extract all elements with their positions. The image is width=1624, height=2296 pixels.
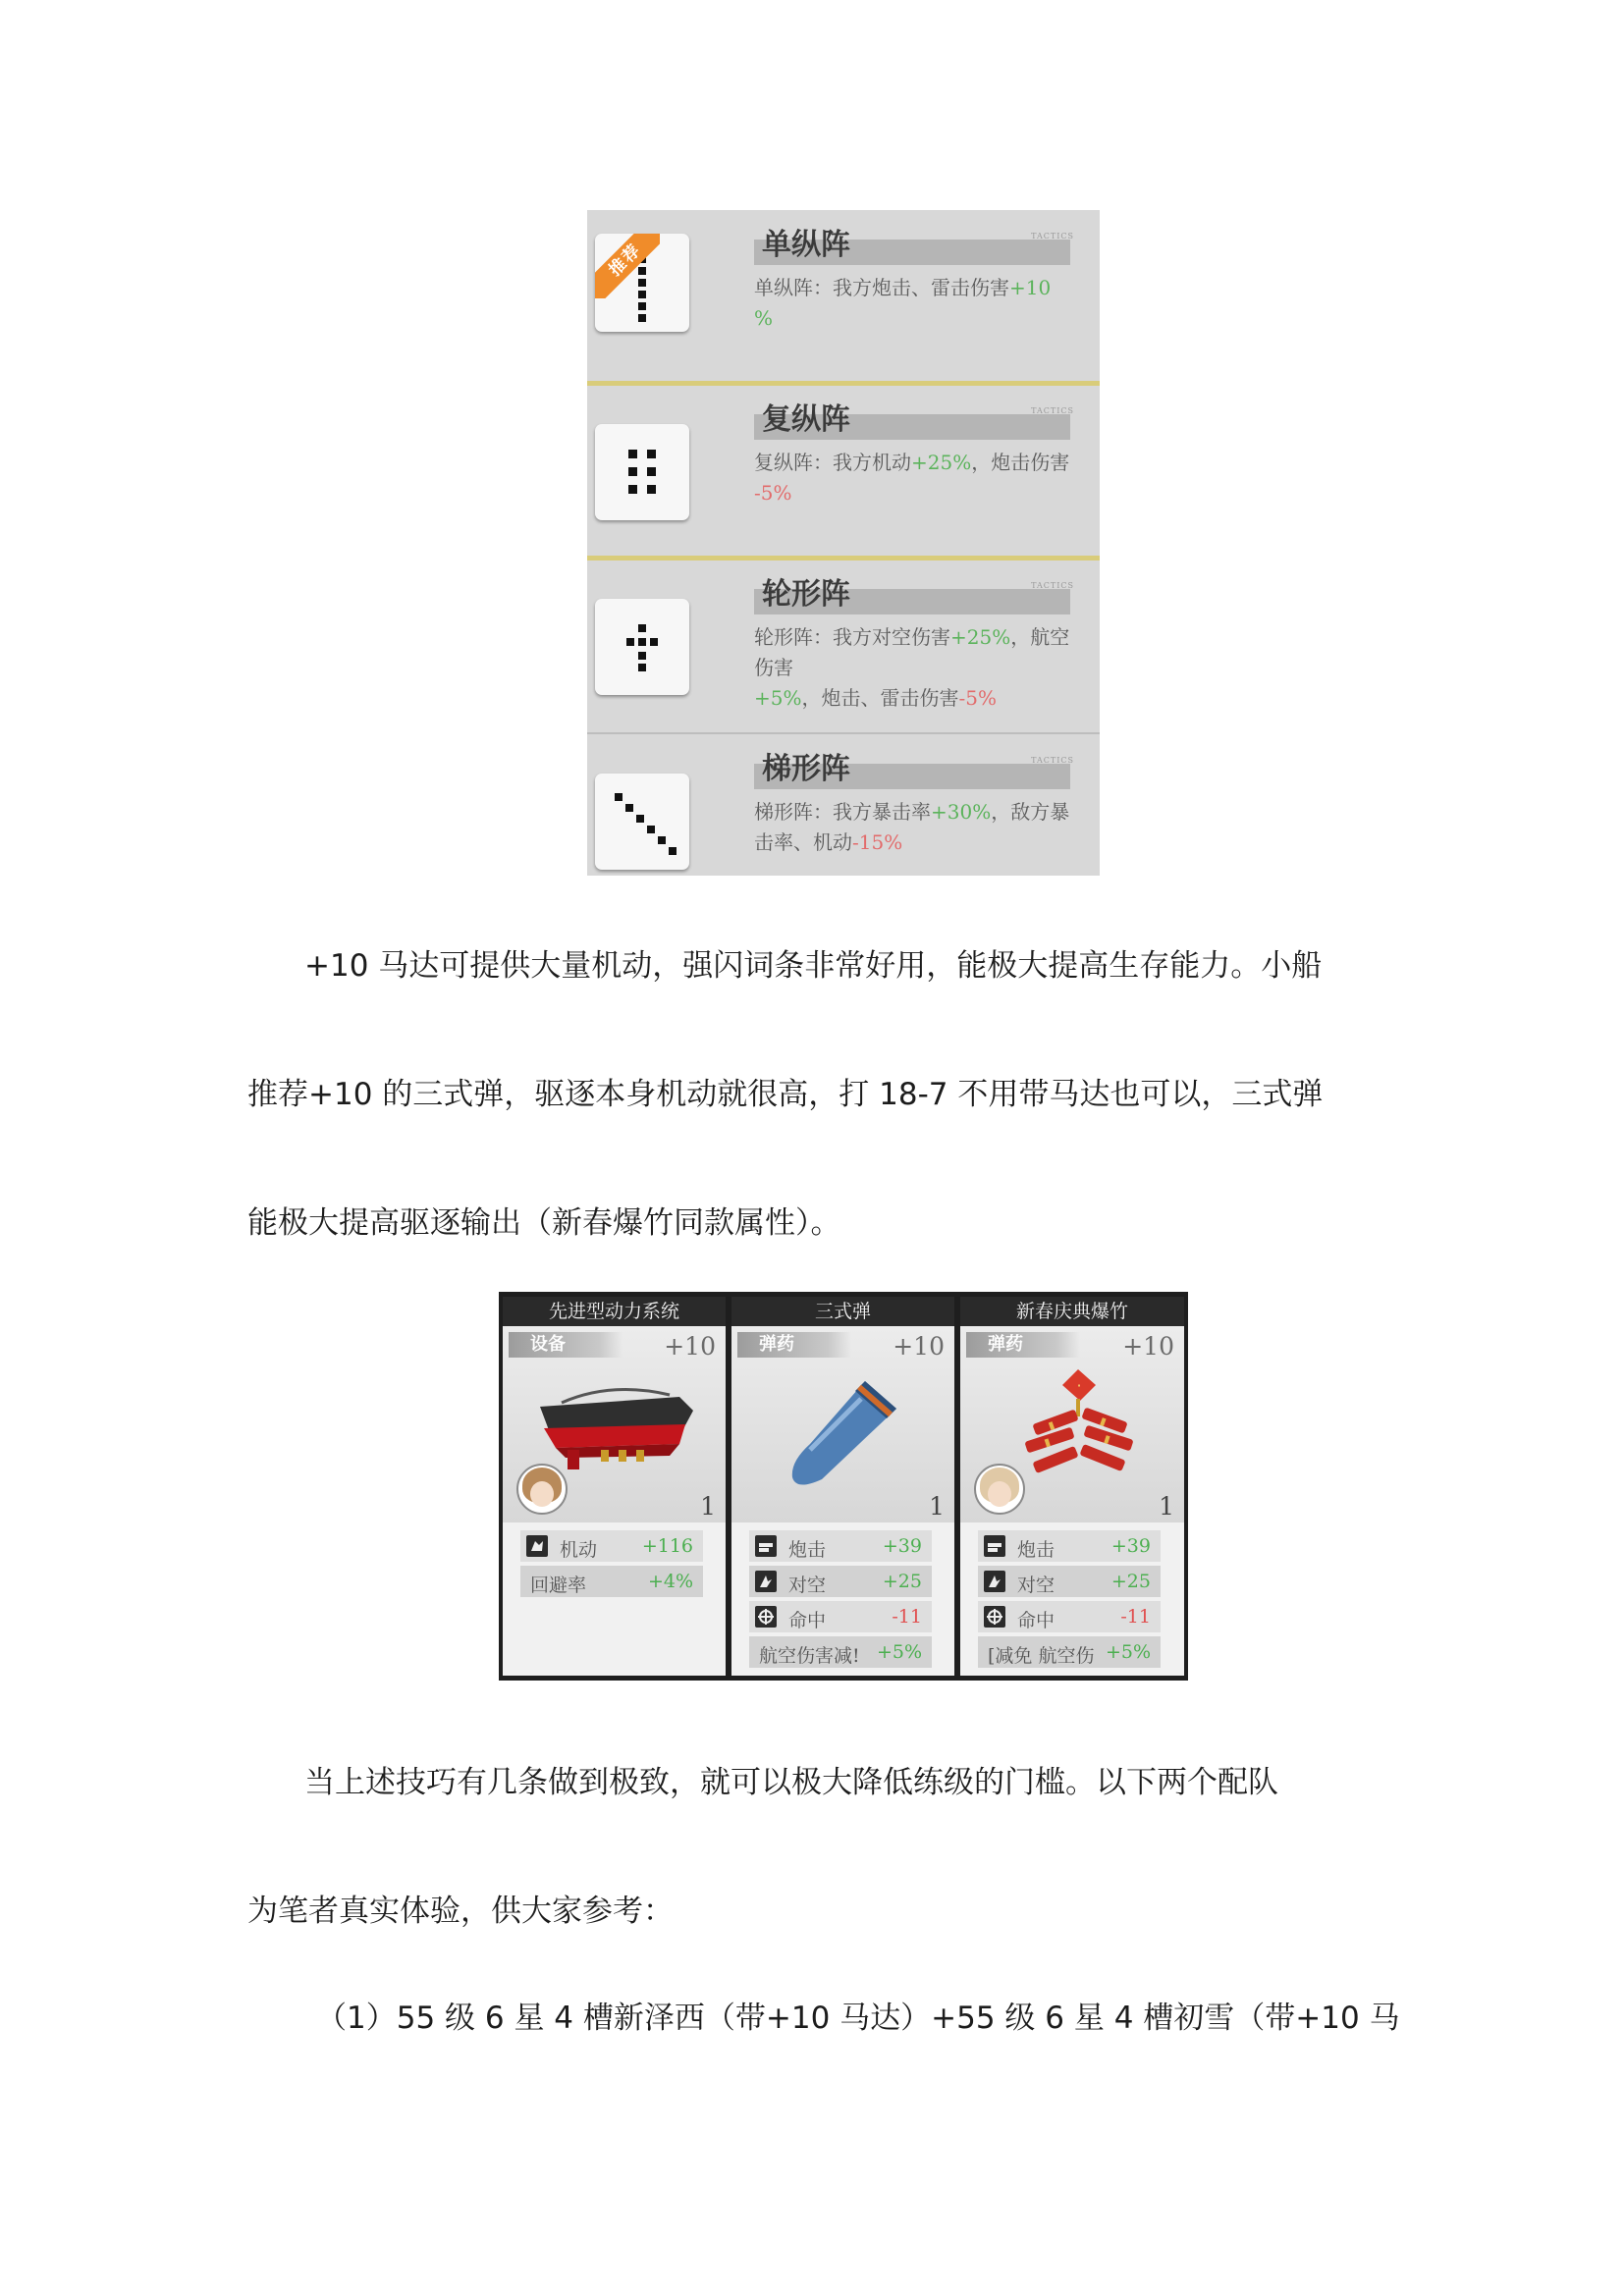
stat-value: -11 [892, 1606, 922, 1628]
equipment-card-type3-shell[interactable] [731, 1297, 954, 1676]
desc-bonus-tail: % [754, 306, 774, 330]
stat-value: +39 [882, 1535, 922, 1557]
stat-label: 对空 [788, 1575, 827, 1596]
cannon-icon [984, 1535, 1005, 1557]
stat-label: 对空 [1017, 1575, 1056, 1596]
ring-formation-icon [595, 599, 689, 695]
crosshair-icon [984, 1606, 1005, 1628]
tactics-tag: TACTICS [1031, 756, 1074, 765]
double-column-formation-icon [595, 424, 689, 520]
stat-row [520, 1530, 703, 1562]
character-avatar [974, 1464, 1025, 1515]
stat-label: 命中 [788, 1610, 827, 1631]
desc-bonus: +5% [754, 686, 802, 710]
anti-air-icon [984, 1571, 1005, 1592]
desc-bonus: +10 [1009, 276, 1052, 299]
desc-text: ，炮击、雷击伤害 [801, 686, 959, 710]
formation-row-echelon[interactable] [587, 734, 1100, 876]
desc-bonus: +25% [950, 625, 1011, 649]
equipment-level: +10 [1122, 1332, 1174, 1361]
equipment-level: +10 [664, 1332, 716, 1361]
paragraph-line: +10 马达可提供大量机动，强闪词条非常好用，能极大提高生存能力。小船 [304, 948, 1323, 984]
formation-name: 轮形阵 [762, 577, 850, 612]
stat-label: 回避率 [530, 1575, 587, 1596]
formation-description [754, 797, 1078, 858]
formation-name: 单纵阵 [762, 228, 850, 262]
stat-value: +39 [1110, 1535, 1151, 1557]
desc-bonus: +25% [911, 451, 972, 474]
stat-value: +4% [647, 1571, 693, 1592]
stat-label: [减免 航空伤 [988, 1645, 1095, 1667]
formation-description [754, 622, 1078, 714]
paragraph-line: （1）55 级 6 星 4 槽新泽西（带+10 马达）+55 级 6 星 4 槽初雪（带+10 马 [316, 2001, 1400, 2036]
paragraph-line: 能极大提高驱逐输出（新春爆竹同款属性）。 [247, 1205, 841, 1241]
equipment-count: 1 [929, 1492, 945, 1521]
crosshair-icon [755, 1606, 777, 1628]
echelon-formation-icon [595, 774, 689, 870]
stat-value: -11 [1120, 1606, 1151, 1628]
stat-row [749, 1566, 932, 1597]
stat-value: +116 [641, 1535, 693, 1557]
stat-row [749, 1601, 932, 1632]
character-avatar [516, 1464, 568, 1515]
formation-name: 梯形阵 [762, 752, 850, 786]
stat-row [978, 1636, 1161, 1668]
stat-row [978, 1530, 1161, 1562]
anti-air-icon [755, 1571, 777, 1592]
equipment-title: 先进型动力系统 [503, 1297, 726, 1326]
stat-label: 机动 [560, 1539, 598, 1561]
stat-label: 炮击 [788, 1539, 827, 1561]
equipment-type-label: 弹药 [737, 1332, 851, 1358]
desc-penalty: -15% [852, 830, 903, 854]
desc-text: 复纵阵：我方机动 [754, 451, 911, 474]
desc-penalty: -5% [958, 686, 997, 710]
desc-text: 轮形阵：我方对空伤害 [754, 625, 950, 649]
equipment-image-area [960, 1326, 1184, 1522]
desc-text: ，敌方暴击率、机动 [754, 800, 1070, 854]
svg-text:·: · [1076, 1376, 1082, 1395]
formation-row-single-column[interactable] [587, 210, 1100, 383]
equipment-level: +10 [893, 1332, 945, 1361]
stat-value: +5% [1105, 1641, 1151, 1663]
formation-description [754, 273, 1078, 334]
formation-description [754, 448, 1078, 508]
desc-text: ，炮击伤害 [971, 451, 1070, 474]
stat-label: 炮击 [1017, 1539, 1056, 1561]
desc-text: 梯形阵：我方暴击率 [754, 800, 931, 824]
stat-label: 命中 [1017, 1610, 1056, 1631]
stat-row [749, 1530, 932, 1562]
paragraph-line: 为笔者真实体验，供大家参考： [247, 1894, 674, 1929]
formation-list-screenshot [587, 210, 1100, 876]
formation-name: 复纵阵 [762, 402, 850, 437]
desc-text: 单纵阵：我方炮击、雷击伤害 [754, 276, 1009, 299]
shell-model-icon [771, 1360, 918, 1497]
desc-text: ，航空伤害 [754, 625, 1070, 679]
cannon-icon [755, 1535, 777, 1557]
stat-row [520, 1566, 703, 1597]
recommend-badge-label: 推荐 [595, 234, 660, 298]
formation-row-ring[interactable] [587, 560, 1100, 732]
formation-row-double-column[interactable] [587, 385, 1100, 558]
tactics-tag: TACTICS [1031, 581, 1074, 590]
engine-model-icon [532, 1367, 699, 1475]
tactics-tag: TACTICS [1031, 406, 1074, 415]
equipment-title: 新春庆典爆竹 [960, 1297, 1184, 1326]
engine-icon [526, 1535, 548, 1557]
paragraph-line: 当上述技巧有几条做到极致，就可以极大降低练级的门槛。以下两个配队 [304, 1765, 1278, 1800]
equipment-card-engine[interactable] [503, 1297, 726, 1676]
row-divider [587, 556, 1100, 561]
desc-bonus: +30% [931, 800, 992, 824]
equipment-count: 1 [1159, 1492, 1174, 1521]
single-column-formation-icon [595, 234, 689, 332]
equipment-image-area [503, 1326, 726, 1522]
equipment-image-area [731, 1326, 954, 1522]
equipment-count: 1 [700, 1492, 716, 1521]
row-divider [587, 381, 1100, 386]
stat-row [978, 1566, 1161, 1597]
equipment-cards-screenshot [499, 1292, 1188, 1681]
stat-value: +25 [882, 1571, 922, 1592]
paragraph-line: 推荐+10 的三式弹，驱逐本身机动就很高，打 18-7 不用带马达也可以，三式弹 [247, 1077, 1324, 1112]
equipment-type-label: 弹药 [966, 1332, 1080, 1358]
stat-row [978, 1601, 1161, 1632]
stat-label: 航空伤害减! [759, 1645, 860, 1667]
stat-row [749, 1636, 932, 1668]
equipment-title: 三式弹 [731, 1297, 954, 1326]
equipment-type-label: 设备 [509, 1332, 623, 1358]
stat-value: +5% [876, 1641, 922, 1663]
desc-penalty: -5% [754, 481, 792, 505]
row-divider [587, 732, 1100, 734]
stat-value: +25 [1110, 1571, 1151, 1592]
tactics-tag: TACTICS [1031, 232, 1074, 240]
recommend-badge [595, 234, 660, 298]
equipment-card-firecracker[interactable] [960, 1297, 1184, 1676]
firecracker-model-icon [1000, 1365, 1147, 1493]
